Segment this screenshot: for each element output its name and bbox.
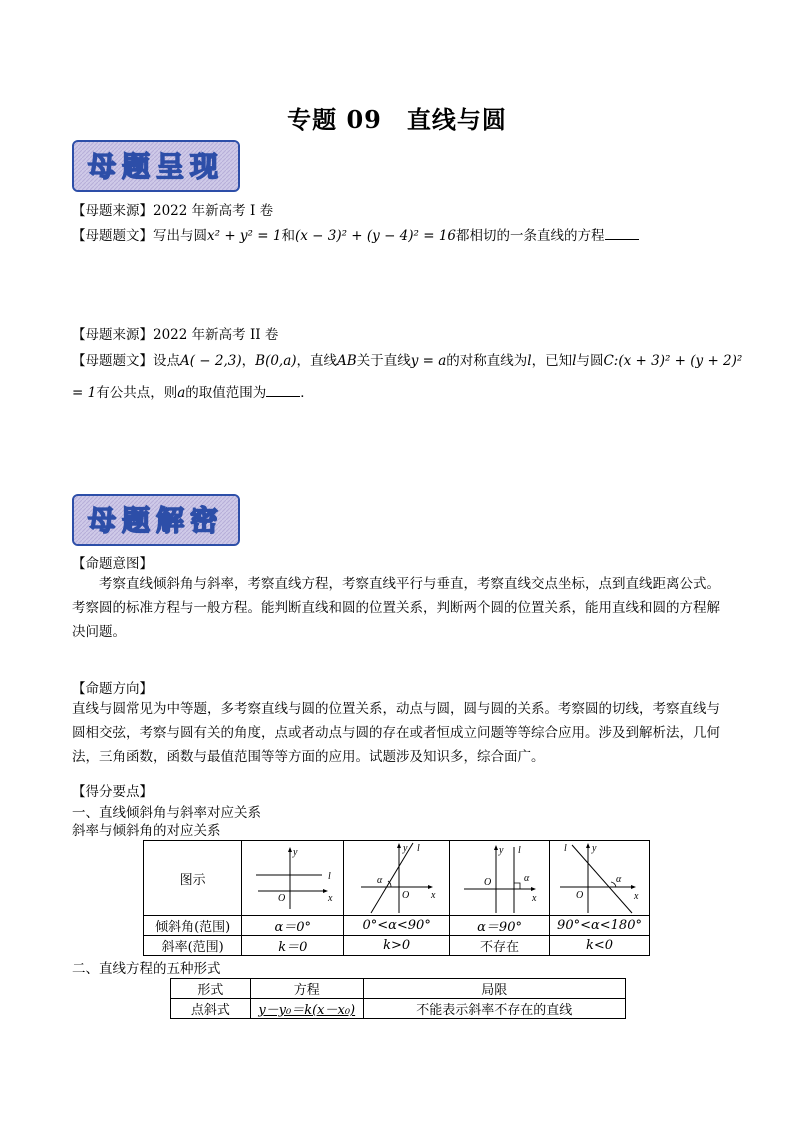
graph-label-x: x bbox=[327, 893, 333, 904]
graph-label-l: l bbox=[563, 843, 567, 854]
graph-label-alpha: α bbox=[376, 875, 382, 886]
problem2-text-line2: = 1有公共点，则a的取值范围为 ． bbox=[72, 385, 314, 401]
graph-label-y: y bbox=[292, 847, 298, 858]
row-header-graph: 图示 bbox=[144, 841, 242, 916]
graph-label-x: x bbox=[633, 891, 638, 902]
graph-label-y: y bbox=[591, 843, 596, 854]
graph-label-x: x bbox=[430, 890, 436, 901]
problem2-text-line1: 【母题题文】设点A( − 2,3)，B(0,a)，直线AB关于直线y = a的对称直线为l，已知l与圆C:(x + 3)² + (y + 2)² bbox=[72, 353, 743, 369]
header-form: 形式 bbox=[171, 979, 251, 999]
header-limit: 局限 bbox=[363, 979, 625, 999]
problem1-source: 【母题来源】2022 年新高考 I 卷 bbox=[72, 203, 274, 219]
banner-text: 母题呈现 bbox=[87, 150, 225, 183]
banner-text: 母题解密 bbox=[87, 504, 225, 537]
section1-subtitle: 斜率与倾斜角的对应关系 bbox=[72, 823, 221, 839]
points-label: 【得分要点】 bbox=[72, 784, 153, 800]
header-equation: 方程 bbox=[250, 979, 363, 999]
row-header-slope: 斜率(范围) bbox=[144, 936, 242, 956]
section2-heading: 二、直线方程的五种形式 bbox=[72, 961, 221, 977]
graph-label-alpha: α bbox=[615, 874, 621, 885]
graph-label-o: O bbox=[401, 890, 409, 901]
graph-vertical-line bbox=[450, 841, 550, 916]
graph-label-o: O bbox=[483, 877, 491, 888]
angle-cell: 90°<α<180° bbox=[550, 916, 650, 936]
graph-label-l: l bbox=[327, 871, 331, 882]
page-title: 专题 09 直线与圆 bbox=[287, 105, 507, 134]
answer-blank bbox=[266, 384, 300, 397]
line-forms-table bbox=[170, 978, 626, 1019]
graph-label-l: l bbox=[517, 845, 521, 856]
graph-positive-slope bbox=[344, 841, 450, 916]
angle-cell: α＝0° bbox=[242, 916, 344, 936]
banner-problem-decode bbox=[72, 494, 240, 546]
graph-label-y: y bbox=[498, 845, 504, 856]
answer-blank bbox=[605, 227, 639, 240]
section1-heading: 一、直线倾斜角与斜率对应关系 bbox=[72, 805, 261, 821]
graph-label-l: l bbox=[416, 843, 420, 854]
slope-cell: k<0 bbox=[550, 936, 650, 956]
graph-label-alpha: α bbox=[523, 873, 529, 884]
graph-label-o: O bbox=[277, 893, 285, 904]
banner-problem-present bbox=[72, 140, 240, 192]
form-cell: 点斜式 bbox=[171, 999, 251, 1019]
angle-cell: 0°<α<90° bbox=[344, 916, 450, 936]
graph-label-o: O bbox=[575, 890, 583, 901]
intent-label: 【命题意图】 bbox=[72, 556, 153, 572]
slope-cell: 不存在 bbox=[450, 936, 550, 956]
graph-label-x: x bbox=[531, 893, 537, 904]
row-header-angle: 倾斜角(范围) bbox=[144, 916, 242, 936]
direction-label: 【命题方向】 bbox=[72, 681, 153, 697]
slope-cell: k>0 bbox=[344, 936, 450, 956]
problem1-text: 【母题题文】写出与圆x² + y² = 1和(x − 3)² + (y − 4)² = 16都相切的一条直线的方程 bbox=[72, 227, 639, 245]
slope-cell: k＝0 bbox=[242, 936, 344, 956]
graph-negative-slope bbox=[550, 841, 650, 916]
intent-text: 考察直线倾斜角与斜率，考察直线方程，考察直线平行与垂直，考察直线交点坐标，点到直线距离公式。考察圆的标准方程与一般方程。能判断直线和圆的位置关系，判断两个圆的位置关系，能用直线和圆的方程解决问题。 bbox=[72, 576, 720, 640]
graph-label-y: y bbox=[402, 843, 408, 854]
angle-cell: α＝90° bbox=[450, 916, 550, 936]
equation-cell: y－y₀＝k(x－x₀) bbox=[250, 999, 363, 1019]
problem2-source: 【母题来源】2022 年新高考 II 卷 bbox=[72, 327, 279, 343]
graph-zero-slope bbox=[242, 841, 344, 916]
limit-cell: 不能表示斜率不存在的直线 bbox=[363, 999, 625, 1019]
slope-angle-table bbox=[143, 840, 650, 956]
direction-text: 直线与圆常见为中等题，多考察直线与圆的位置关系，动点与圆，圆与圆的关系。考察圆的切线，考察直线与圆相交弦，考察与圆有关的角度，点或者动点与圆的存在或者恒成立问题等等综合应用。涉及到解析法，几何法，三角函数，函数与最值范围等等方面的应用。试题涉及知识多，综合面广。 bbox=[72, 701, 720, 765]
